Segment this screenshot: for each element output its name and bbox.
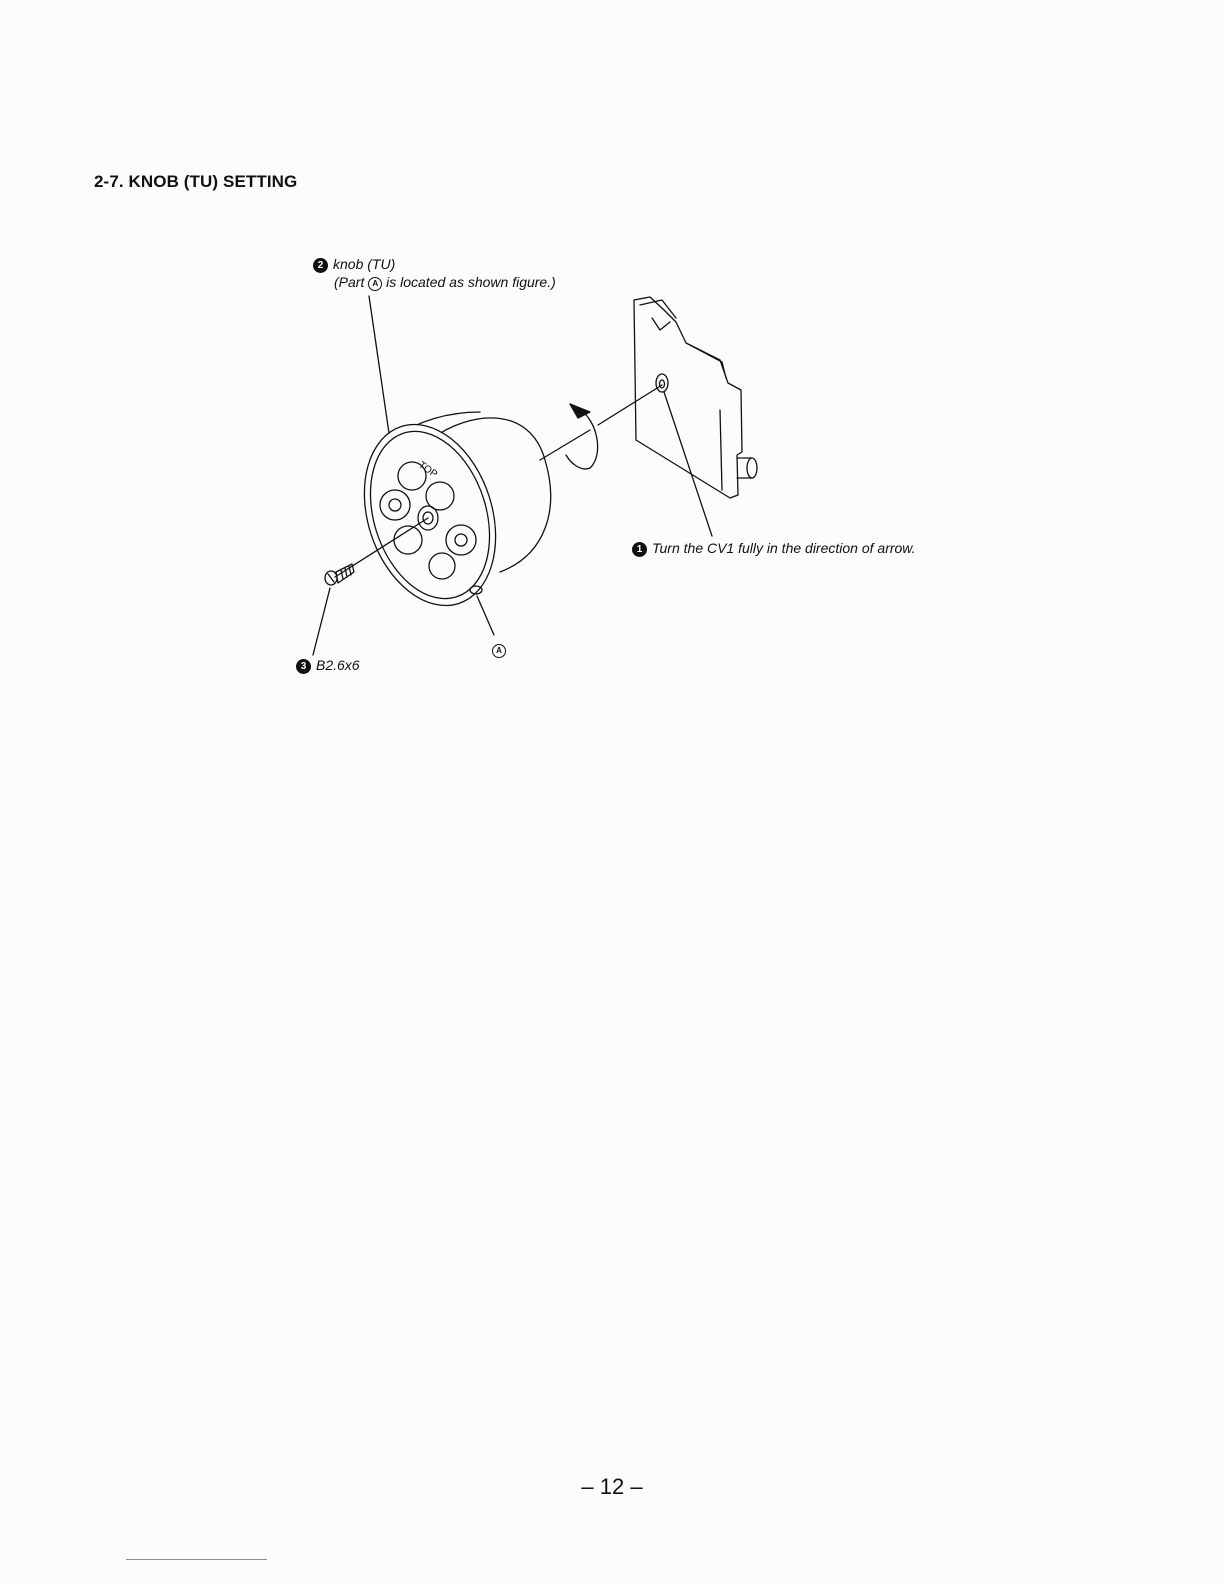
screw-text: B2.6x6	[316, 657, 360, 673]
axis-line-rear	[598, 385, 662, 425]
section-heading: 2-7. KNOB (TU) SETTING	[94, 172, 298, 191]
part-a-callout: A	[492, 644, 506, 658]
turn-label	[632, 540, 916, 557]
knob-leader-line	[369, 296, 390, 440]
knob-body	[342, 407, 550, 622]
rotation-arrow	[566, 404, 598, 469]
callout-3: 3	[296, 659, 311, 674]
part-a-label	[492, 641, 506, 658]
callout-1: 1	[632, 542, 647, 557]
partA-leader-line	[477, 596, 494, 635]
bottom-rule	[126, 1559, 267, 1560]
screw-label	[296, 657, 360, 674]
knob-top-text: TOP	[416, 459, 440, 481]
turn-text: Turn the CV1 fully in the direction of arrow.	[652, 540, 916, 556]
page-number: – 12 –	[581, 1474, 643, 1499]
screw-leader-line	[313, 588, 330, 655]
knob-note-prefix: (Part	[334, 274, 365, 290]
knob-title: knob (TU)	[333, 256, 396, 272]
knob-note-suffix: is located as shown figure.)	[386, 274, 556, 290]
axis-line-mid	[540, 430, 590, 460]
knob-note	[334, 274, 556, 291]
knob-setting-diagram	[0, 0, 1224, 760]
cv1-bracket	[634, 297, 757, 498]
cv1-leader-line	[664, 392, 712, 536]
part-a-symbol: A	[368, 277, 382, 291]
knob-label	[313, 256, 395, 273]
callout-2: 2	[313, 258, 328, 273]
